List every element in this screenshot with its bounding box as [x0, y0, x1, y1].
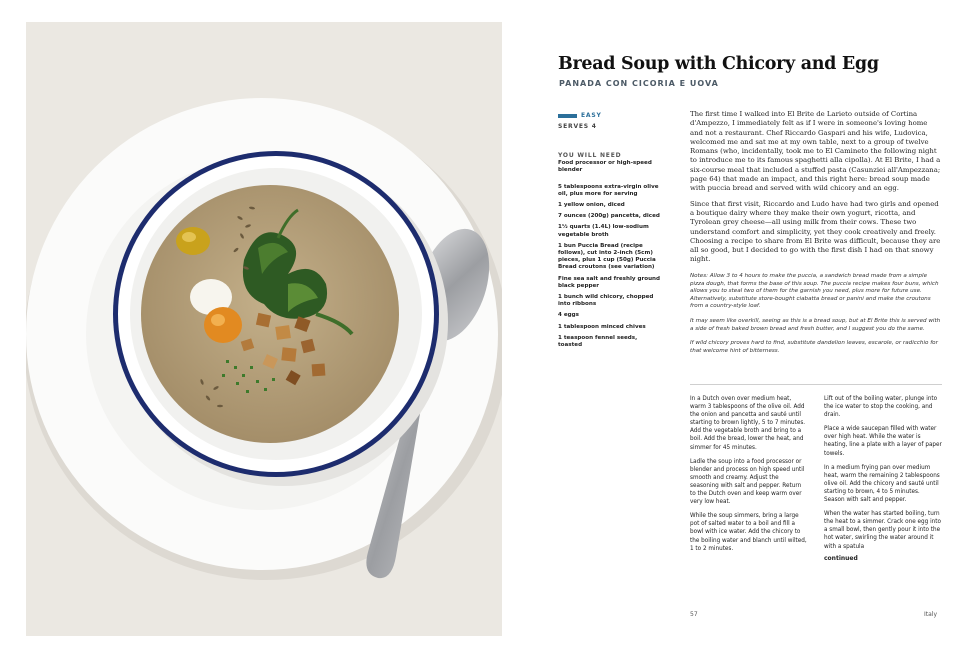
method-step: In a medium frying pan over medium heat, warm the remaining 2 tablespoons olive oil. Add the chicory and sauté until starting to brown, 4 to 5 minutes. Season with salt and pepper. [824, 464, 940, 504]
ingredient-item: 1 bunch wild chicory, chopped into ribbons [558, 294, 654, 308]
page-number: 57 [690, 611, 698, 618]
method-step: Ladle the soup into a food processor or blender and process on high speed until smooth and creamy. Adjust the seasoning with salt and pepper. Return to the Dutch oven and keep warm over very low heat. [690, 458, 805, 506]
method-step: Lift out of the boiling water, plunge into the ice water to stop the cooking, and drain. [824, 396, 938, 419]
ingredient-item: 4 eggs [558, 312, 579, 319]
ingredients-list [558, 152, 662, 353]
recipe-notes [690, 273, 942, 362]
ingredient-item: 1 yellow onion, diced [558, 202, 625, 209]
ingredient-item: 5 tablespoons extra-virgin olive oil, plus more for serving [558, 183, 659, 197]
ingredient-item: 1 teaspoon fennel seeds, toasted [558, 334, 638, 349]
recipe-title: Bread Soup with Chicory and Egg [558, 54, 879, 74]
ingredient-item: 1½ quarts (1.4L) low-sodium vegetable broth [558, 224, 649, 238]
ingredient-item: 1 tablespoon minced chives [558, 323, 646, 330]
intro-text [690, 110, 942, 271]
ingredient-item: 7 ounces (200g) pancetta, diced [558, 213, 660, 220]
note-paragraph: It may seem like overkill, seeing as this is a bread soup, but at El Brite this is served with a side of fresh baked brown bread and fresh butter, and I suggest you do the same. [690, 317, 941, 332]
serves-label: SERVES 4 [558, 123, 597, 130]
difficulty-label: EASY [581, 112, 602, 119]
note-paragraph: If wild chicory proves hard to find, substitute dandelion leaves, escarole, or radicchio for that welcome hint of bitterness. [690, 340, 938, 354]
ingredient-item: 1 bun Puccia Bread (recipe follows), cut into 2-inch (5cm) pieces, plus 1 cup (50g) Puccia Bread croutons (see variation) [558, 242, 656, 271]
method-step: When the water has started boiling, turn the heat to a simmer. Crack one egg into a small bowl, then gently pour it into the hot water, swirling the water around it with a spatula [824, 511, 941, 550]
note-paragraph: Notes: Allow 3 to 4 hours to make the puccia, a sandwich bread made from a simple pizza dough, that forms the base of this soup. The puccia recipe makes four buns, which allows you to steal two of them for the garnish you need, plus more for future use. Alternatively, substitute store-bought ciabatta bread or panini and make the croutons from a country-style loaf. [690, 273, 939, 310]
continued-label: continued [824, 554, 858, 562]
method-column-2 [824, 395, 942, 563]
recipe-meta [558, 112, 662, 130]
recipe-page [540, 0, 973, 656]
recipe-photo [26, 22, 502, 636]
method-step: In a Dutch oven over medium heat, warm 3 tablespoons of the olive oil. Add the onion and pancetta and sauté until starting to brown lightly, 5 to 7 minutes. Add the vegetable broth and bring to a boil. Add the bread, lower the heat, and simmer for 45 minutes. [690, 396, 806, 451]
section-divider [690, 384, 942, 385]
intro-paragraph: Since that first visit, Riccardo and Ludo have had two girls and opened a boutique dairy where they make their own yogurt, ricotta, and Tyrolean grey cheese—all using milk from their cows. These two understand comfort and simplicity, yet they cook creatively and freely. Choosing a recipe to share from El Brite was difficult, because they are all so good, but I decided to go with the first dish I had on that snowy night. [690, 199, 941, 264]
method-step: Place a wide saucepan filled with water over high heat. While the water is heating, line a plate with a layer of paper towels. [824, 426, 942, 457]
ingredient-item: Fine sea salt and freshly ground black pepper [558, 275, 661, 289]
equipment-item: Food processor or high-speed blender [558, 160, 652, 174]
soup-bowl-photo-icon [26, 22, 502, 636]
difficulty-badge [558, 112, 662, 119]
ingredients-heading: YOU WILL NEED [558, 152, 622, 159]
section-name: Italy [924, 611, 938, 618]
difficulty-bar-icon [558, 114, 577, 118]
recipe-subtitle: PANADA CON CICORIA E UOVA [559, 79, 719, 88]
method-step: While the soup simmers, bring a large pot of salted water to a boil and fill a bowl with ice water. Add the chicory to the boiling water and blanch until wilted, 1 to 2 minutes. [690, 513, 807, 552]
method-column-1 [690, 395, 808, 559]
intro-paragraph: The first time I walked into El Brite de Larieto outside of Cortina d'Ampezzo, I immediately felt as if I were in someone's loving home and not a restaurant. Chef Riccardo Gaspari and his wife, Ludovica, welcomed me and sat me at my own table, next to a group of twelve Romans (who, incidentally, took me to El Camineto the following night to introduce me to its famous spaghetti alla cipolla). At El Brite, I had a six-course meal that included a stuffed pasta (Casunziei all'Ampezzana; page 64) that made an impact, and this right here: bread soup made with puccia bread and served with wild chicory and an egg. [690, 110, 941, 193]
